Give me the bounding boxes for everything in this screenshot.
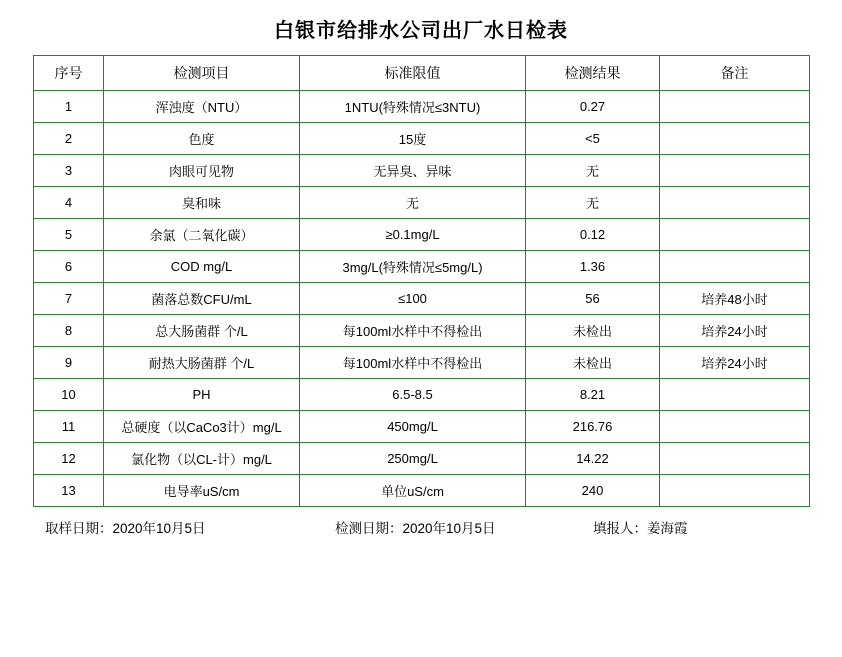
cell-item: 菌落总数CFU/mL bbox=[104, 283, 300, 315]
cell-std: 3mg/L(特殊情况≤5mg/L) bbox=[300, 251, 526, 283]
cell-std: 每100ml水样中不得检出 bbox=[300, 347, 526, 379]
cell-note: 培养24小时 bbox=[660, 347, 810, 379]
cell-item: 氯化物（以CL-计）mg/L bbox=[104, 443, 300, 475]
cell-note bbox=[660, 411, 810, 443]
cell-no: 2 bbox=[34, 123, 104, 155]
table-row bbox=[34, 411, 810, 443]
cell-result: 未检出 bbox=[526, 315, 660, 347]
cell-no: 7 bbox=[34, 283, 104, 315]
cell-note: 培养24小时 bbox=[660, 315, 810, 347]
cell-std: 6.5-8.5 bbox=[300, 379, 526, 411]
cell-no: 13 bbox=[34, 475, 104, 507]
cell-item: 余氯（二氧化碳） bbox=[104, 219, 300, 251]
cell-std: 单位uS/cm bbox=[300, 475, 526, 507]
cell-note bbox=[660, 155, 810, 187]
cell-item: 肉眼可见物 bbox=[104, 155, 300, 187]
table-header-row bbox=[34, 56, 810, 91]
cell-result: 240 bbox=[526, 475, 660, 507]
cell-std: 15度 bbox=[300, 123, 526, 155]
cell-item: 耐热大肠菌群 个/L bbox=[104, 347, 300, 379]
cell-no: 8 bbox=[34, 315, 104, 347]
table-row bbox=[34, 475, 810, 507]
cell-item: 浑浊度（NTU） bbox=[104, 91, 300, 123]
cell-std: 无 bbox=[300, 187, 526, 219]
cell-no: 4 bbox=[34, 187, 104, 219]
cell-note bbox=[660, 379, 810, 411]
cell-no: 1 bbox=[34, 91, 104, 123]
cell-std: 1NTU(特殊情况≤3NTU) bbox=[300, 91, 526, 123]
table-container bbox=[0, 55, 842, 507]
cell-note bbox=[660, 187, 810, 219]
cell-item: PH bbox=[104, 379, 300, 411]
table-row bbox=[34, 91, 810, 123]
cell-result: 无 bbox=[526, 187, 660, 219]
cell-note bbox=[660, 443, 810, 475]
cell-no: 3 bbox=[34, 155, 104, 187]
table-row bbox=[34, 283, 810, 315]
cell-result: 0.27 bbox=[526, 91, 660, 123]
sampling-date: 取样日期：2020年10月5日 bbox=[45, 521, 206, 536]
cell-std: ≤100 bbox=[300, 283, 526, 315]
cell-note bbox=[660, 91, 810, 123]
table-row bbox=[34, 219, 810, 251]
page-title: 白银市给排水公司出厂水日检表 bbox=[274, 20, 568, 42]
table-row bbox=[34, 443, 810, 475]
cell-note bbox=[660, 219, 810, 251]
cell-std: 250mg/L bbox=[300, 443, 526, 475]
column-header-no: 序号 bbox=[34, 56, 104, 91]
cell-std: 450mg/L bbox=[300, 411, 526, 443]
table-row bbox=[34, 187, 810, 219]
cell-item: COD mg/L bbox=[104, 251, 300, 283]
reporter-name: 填报人：姜海霞 bbox=[593, 521, 688, 536]
cell-result: 0.12 bbox=[526, 219, 660, 251]
cell-item: 色度 bbox=[104, 123, 300, 155]
cell-note: 培养48小时 bbox=[660, 283, 810, 315]
table-row bbox=[34, 251, 810, 283]
cell-std: ≥0.1mg/L bbox=[300, 219, 526, 251]
footer bbox=[0, 517, 842, 539]
cell-result: 1.36 bbox=[526, 251, 660, 283]
table-header bbox=[34, 56, 810, 91]
cell-result: 56 bbox=[526, 283, 660, 315]
cell-note bbox=[660, 475, 810, 507]
table-row bbox=[34, 155, 810, 187]
cell-std: 无异臭、异味 bbox=[300, 155, 526, 187]
cell-result: <5 bbox=[526, 123, 660, 155]
cell-no: 12 bbox=[34, 443, 104, 475]
table-row bbox=[34, 379, 810, 411]
cell-note bbox=[660, 251, 810, 283]
cell-result: 14.22 bbox=[526, 443, 660, 475]
cell-std: 每100ml水样中不得检出 bbox=[300, 315, 526, 347]
cell-note bbox=[660, 123, 810, 155]
cell-item: 总硬度（以CaCo3计）mg/L bbox=[104, 411, 300, 443]
cell-no: 11 bbox=[34, 411, 104, 443]
table-row bbox=[34, 315, 810, 347]
column-header-std: 标准限值 bbox=[300, 56, 526, 91]
water-quality-table bbox=[33, 55, 810, 507]
column-header-item: 检测项目 bbox=[104, 56, 300, 91]
cell-result: 无 bbox=[526, 155, 660, 187]
cell-result: 未检出 bbox=[526, 347, 660, 379]
table-row bbox=[34, 123, 810, 155]
cell-no: 10 bbox=[34, 379, 104, 411]
table-row bbox=[34, 347, 810, 379]
cell-result: 8.21 bbox=[526, 379, 660, 411]
cell-item: 电导率uS/cm bbox=[104, 475, 300, 507]
column-header-note: 备注 bbox=[660, 56, 810, 91]
column-header-result: 检测结果 bbox=[526, 56, 660, 91]
testing-date: 检测日期：2020年10月5日 bbox=[335, 521, 496, 536]
cell-item: 总大肠菌群 个/L bbox=[104, 315, 300, 347]
table-body bbox=[34, 91, 810, 507]
cell-no: 5 bbox=[34, 219, 104, 251]
cell-no: 6 bbox=[34, 251, 104, 283]
cell-result: 216.76 bbox=[526, 411, 660, 443]
cell-no: 9 bbox=[34, 347, 104, 379]
cell-item: 臭和味 bbox=[104, 187, 300, 219]
